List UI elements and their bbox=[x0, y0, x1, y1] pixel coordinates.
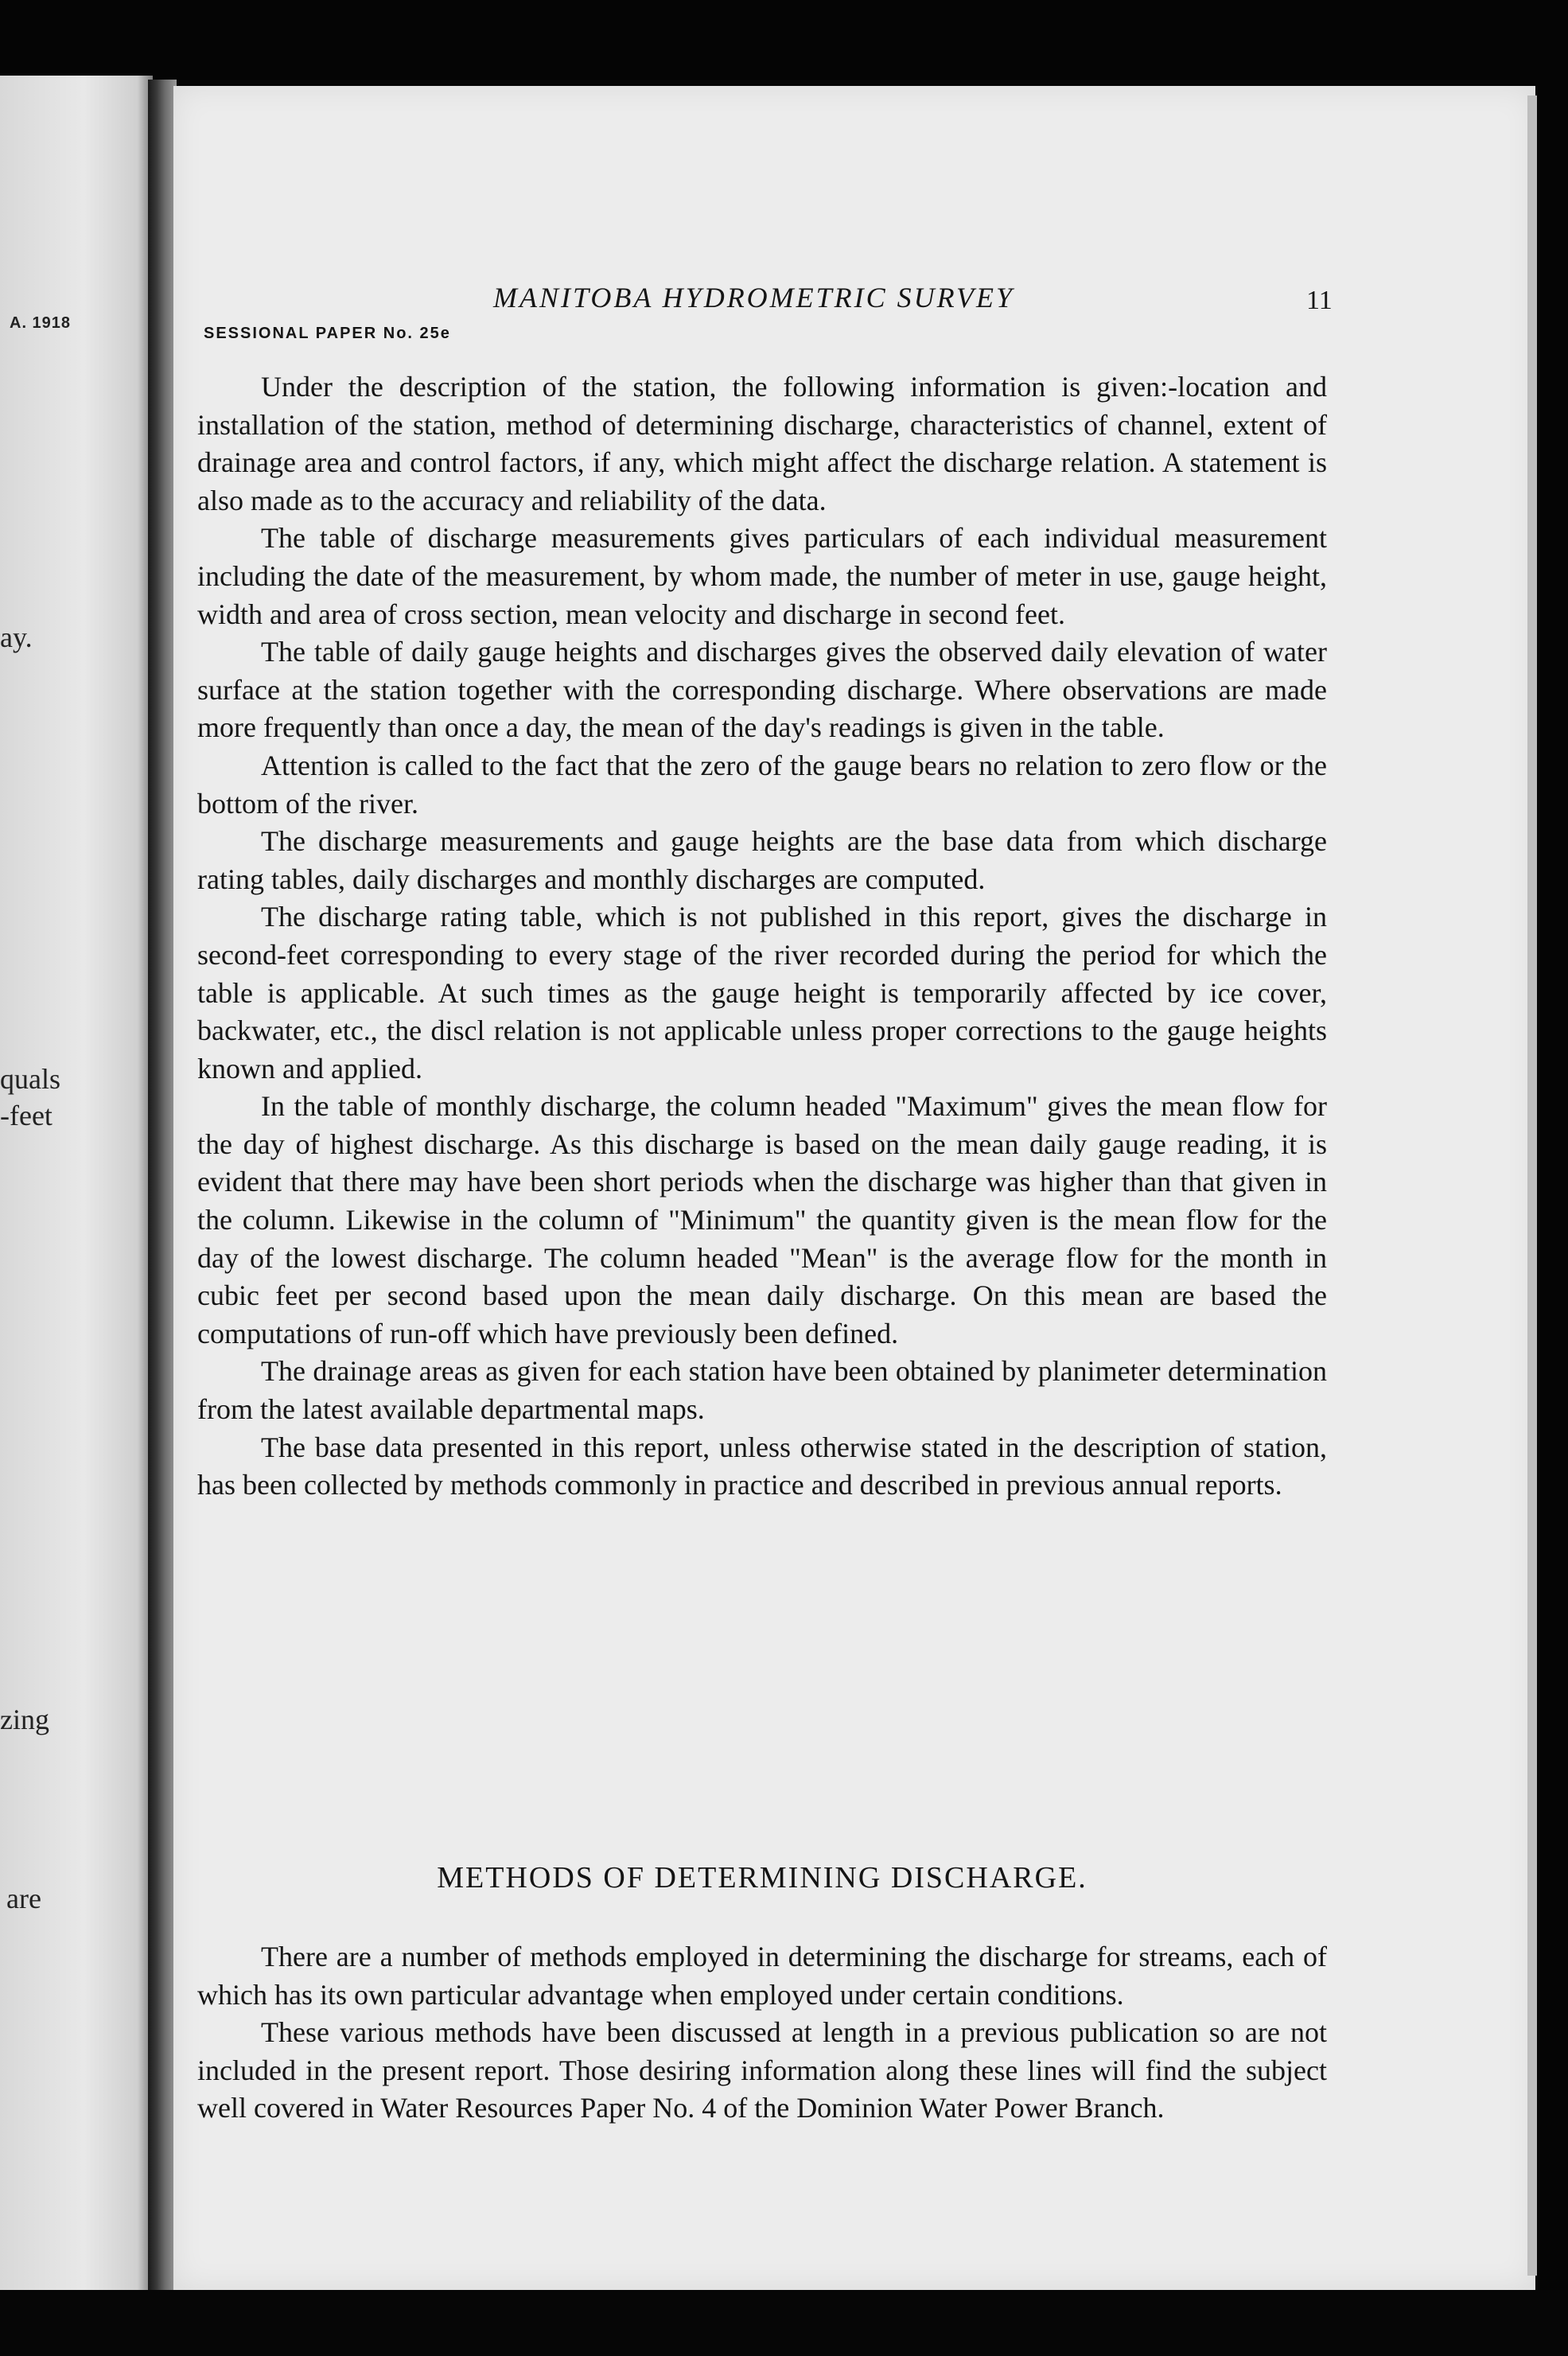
section-body-text bbox=[197, 1938, 1327, 2128]
left-page-fragment: zing bbox=[0, 1704, 49, 1735]
body-text bbox=[197, 368, 1327, 1505]
paragraph: The drainage areas as given for each station have been obtained by planimeter determination from the latest available departmental maps. bbox=[197, 1355, 1327, 1426]
left-page-fragment: A. 1918 bbox=[10, 314, 72, 332]
paragraph: The table of discharge measurements gives particulars of each individual measurement including the date of the measurement, by whom made, the number of meter in use, gauge height, width and area of cross section, mean velocity and discharge in second feet. bbox=[197, 522, 1327, 630]
sessional-paper-label: SESSIONAL PAPER No. 25e bbox=[204, 325, 451, 342]
running-head bbox=[173, 281, 1535, 329]
left-page-fragment: ay. bbox=[0, 621, 33, 653]
scan-background bbox=[0, 2290, 1568, 2356]
paragraph: The base data presented in this report, unless otherwise stated in the description of station, has been collected by methods commonly in practice and described in previous annual reports. bbox=[197, 1431, 1327, 1501]
paragraph: These various methods have been discussed at length in a previous publication so are not included in the present report. Those desiring information along these lines will find the subject well covered in Water Resources Paper No. 4 of the Dominion Water Power Branch. bbox=[197, 2016, 1327, 2124]
paragraph: In the table of monthly discharge, the column headed "Maximum" gives the mean flow for the day of highest discharge. As this discharge is based on the mean daily gauge reading, it is evident that there may have been short periods when the discharge was higher than that given in the column. Likewise in the column of "Minimum" the quantity given is the mean flow for the day of the lowest discharge. The column headed "Mean" is the average flow for the month in cubic feet per second based upon the mean daily discharge. On this mean are based the computations of run-off which have previously been defined. bbox=[197, 1090, 1327, 1349]
section-heading: METHODS OF DETERMINING DISCHARGE. bbox=[437, 1861, 1087, 1895]
page-edge bbox=[1527, 95, 1537, 2276]
previous-page-edge bbox=[0, 76, 153, 2303]
paragraph: The discharge measurements and gauge heights are the base data from which discharge rating tables, daily discharges and monthly discharges are computed. bbox=[197, 825, 1327, 895]
running-title: MANITOBA HYDROMETRIC SURVEY bbox=[493, 282, 1015, 313]
left-page-fragment: quals bbox=[0, 1063, 60, 1095]
paragraph: Attention is called to the fact that the zero of the gauge bears no relation to zero flow or the bottom of the river. bbox=[197, 749, 1327, 820]
paragraph: There are a number of methods employed in determining the discharge for streams, each of which has its own particular advantage when employed under certain conditions. bbox=[197, 1941, 1327, 2011]
page-number: 11 bbox=[1306, 286, 1333, 315]
left-page-fragment: -feet bbox=[0, 1100, 53, 1131]
paragraph: The discharge rating table, which is not published in this report, gives the discharge in second-feet corresponding to every stage of the river recorded during the period for which the table is applicable. At such times as the gauge height is temporarily affected by ice cover, backwater, etc., the discl relation is not applicable unless proper corrections to the gauge heights known and applied. bbox=[197, 901, 1327, 1085]
document-page bbox=[173, 86, 1535, 2290]
paragraph: The table of daily gauge heights and discharges gives the observed daily elevation of water surface at the station together with the corresponding discharge. Where observations are made more frequently than once a day, the mean of the day's readings is given in the table. bbox=[197, 636, 1327, 744]
paragraph: Under the description of the station, the following information is given:-location and installation of the station, method of determining discharge, characteristics of channel, extent of drainage area and control factors, if any, which might affect the discharge relation. A statement is also made as to the accuracy and reliability of the data. bbox=[197, 371, 1327, 516]
left-page-fragment: are bbox=[6, 1883, 41, 1914]
book-binding-gutter bbox=[148, 80, 177, 2292]
